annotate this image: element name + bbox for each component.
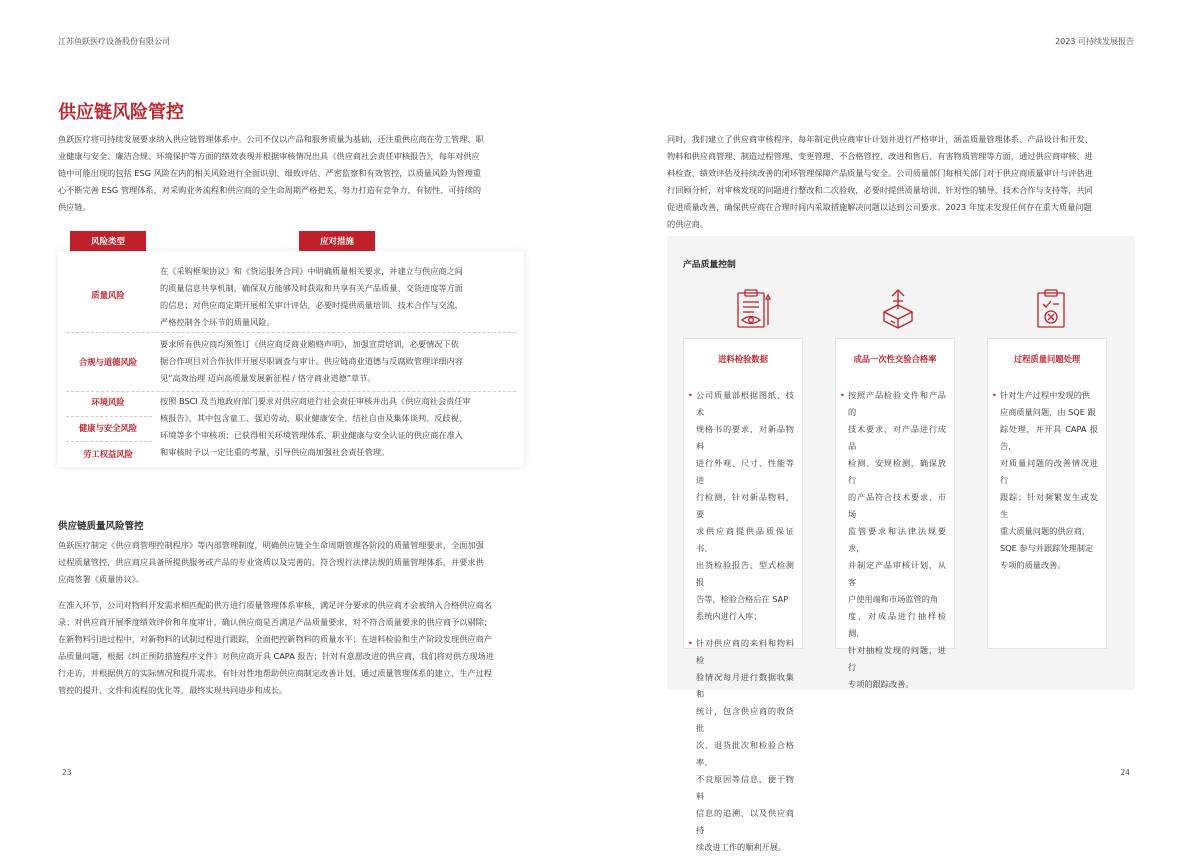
column-body [840, 387, 946, 693]
row-divider [66, 332, 516, 333]
measure-cell [160, 263, 506, 331]
right-paragraph [667, 131, 1135, 233]
text-line: 行检测，针对新品物料，要 [696, 492, 794, 519]
text-line: 信息的追溯，以及供应商持 [696, 808, 794, 835]
text-line: 料检查、绩效评估及持续改善的闭环管理保障产品质量与安全。公司质量部门每相关部门对于供应商质量审计与评估进 [667, 168, 1093, 178]
text-line: 并制定产品审核计划，从客 [848, 560, 946, 587]
text-line: 见“高效治理 迈向高质量发展新征程 / 恪守商业道德”章节。 [160, 373, 376, 383]
card-title: 产品质量控制 [683, 260, 736, 270]
box-arrow-icon [876, 287, 920, 333]
process-issue-column [987, 338, 1107, 649]
text-line: 和审核时予以一定比重的考量，引导供应商加强社会责任管理。 [160, 447, 390, 457]
page-number-right: 24 [1120, 768, 1130, 777]
inspection-column [683, 338, 803, 852]
label-divider [66, 441, 152, 442]
subsection-paragraph-2 [58, 597, 524, 699]
table-row [58, 259, 524, 331]
text-line: 管控的提升、文件和流程的优化等，最终实现共同进步和成长。 [58, 685, 288, 695]
text-line: 物料和供应商管理、制造过程管理、变更管理、不合格管控、改进和售后、有害物质管理等方面，通过供应商审核、进 [667, 151, 1093, 161]
text-line: 严格控制各个环节的质量风险。 [160, 317, 275, 327]
text-line: 促进质量改善，确保供应商在合理时间内采取措施解决问题以达到公司要求。2023 年度未发现任何存在重大质量问题 [667, 202, 1092, 212]
text-line: 在《采购框架协议》和《货运服务合同》中明确质量相关要求，并建立与供应商之间 [160, 266, 463, 276]
text-line: 的供应商。 [667, 219, 708, 229]
bullet-item [688, 387, 794, 625]
text-line: 针对供应商的来料和物料检 [696, 638, 794, 665]
clipboard-eye-icon [732, 287, 776, 333]
text-line: 针对抽检发现的问题，进行 [848, 645, 946, 672]
text-line: 告等，检验合格后在 SAP [696, 594, 789, 604]
risk-type-label: 合规与道德风险 [78, 357, 138, 367]
risk-type-header: 风险类型 [70, 231, 146, 251]
risk-type-label: 环境风险 [91, 397, 125, 407]
text-line: 对质量问题的改善情况进行 [1000, 458, 1098, 485]
text-line: 监管要求和法律法规要求， [848, 526, 946, 553]
text-line: 求供应商提供品质保证书、 [696, 526, 794, 553]
measure-cell [160, 336, 506, 387]
text-line: 行回顾分析，对审核发现的问题进行整改和二次验收，必要时提供质量培训、针对性的辅导、技术合作与支持等，共同 [667, 185, 1093, 195]
text-line: 同时，我们建立了供应商审核程序，每年制定供应商审计计划并进行严格审计，涵盖质量管理体系、产品设计和开发、 [667, 134, 1093, 144]
text-line: 不良原因等信息，便于物料 [696, 774, 794, 801]
text-line: 专项的质量改善。 [1000, 560, 1066, 570]
text-line: 进行外观、尺寸、性能等进 [696, 458, 794, 485]
text-line: 行走访，并根据供方的实际情况和提升需求，有针对性地帮助供应商制定改善计划，通过质量管理体系的建立、生产过程 [58, 668, 492, 678]
text-line: 技术要求，对产品进行成品 [848, 424, 946, 451]
text-line: 检测、安规检测，确保放行 [848, 458, 946, 485]
table-row [58, 393, 524, 463]
risk-type-cell [58, 335, 158, 389]
intro-paragraph [58, 131, 524, 216]
text-line: 鱼跃医疗将可持续发展要求纳入供应链管理体系中。公司不仅以产品和服务质量为基础，还注重供应商在劳工管理、职 [58, 134, 484, 144]
column-heading: 成品一次性交验合格率 [853, 354, 937, 364]
text-line: 在准入环节，公司对物料开发需求相匹配的供方进行质量管理体系审核，满足评分要求的供应商才会被纳入合格供应商名 [58, 600, 492, 610]
risk-type-cell [58, 259, 158, 331]
text-line: 踪处理，并开具 CAPA 报告， [1000, 424, 1098, 451]
text-line: 验情况每月进行数据收集和 [696, 672, 794, 699]
text-line: 链中可能出现的包括 ESG 风险在内的相关风险进行全面识别、细致评估、严密监察和有效管控，以质量风险为管理重 [58, 168, 482, 178]
text-line: 供应链。 [58, 202, 91, 212]
subsection-title: 供应链质量风险管控 [58, 521, 144, 532]
text-line: 品质量问题，根据《纠正预防措施程序文件》对供应商开具 CAPA 报告；针对有意愿改进的供应商，我们将对供方现场进 [58, 651, 494, 661]
risk-table [58, 251, 524, 467]
text-line: 续改进工作的顺利开展。 [696, 842, 787, 852]
risk-type-label: 质量风险 [91, 290, 125, 300]
text-line: 心不断完善 ESG 管理体系，对采购业务流程和供应商的全生命周期严格把关，努力打造有竞争力、有韧性、可持续的 [58, 185, 482, 195]
risk-type-label: 健康与安全风险 [78, 423, 138, 433]
text-line: 的信息；对供应商定期开展相关审计评估，必要时提供质量培训、技术合作与交流， [160, 300, 463, 310]
text-line: 次、退货批次和检验合格率、 [696, 740, 794, 767]
column-heading: 过程质量问题处理 [1013, 354, 1081, 364]
bullet-item [688, 635, 794, 856]
text-line: 规格书的要求，对新品物料 [696, 424, 794, 451]
column-body [992, 387, 1098, 574]
text-line: 业健康与安全、廉洁合规、环境保护等方面的绩效表现并根据审核情况出具《供应商社会责任审核报告》，每年对供应 [58, 151, 480, 161]
bullet-item [840, 387, 946, 693]
report-title: 2023 可持续发展报告 [1055, 37, 1134, 46]
text-line: 跟踪；针对频繁发生或发生 [1000, 492, 1098, 519]
text-line: 专项的跟踪改善。 [848, 679, 914, 689]
pass-rate-column [835, 338, 955, 689]
text-line: 应商签署《质量协议》。 [58, 574, 144, 584]
text-line: 重大质量问题的供应商， [1000, 526, 1091, 536]
text-line: 出货检验报告、型式检测报 [696, 560, 794, 587]
text-line: 的产品符合技术要求、市场 [848, 492, 946, 519]
text-line: 录；对供应商开展季度绩效评价和年度审计，确认供应商是否满足产品质量要求，对不符合质量要求的供应商予以剔除； [58, 617, 492, 627]
text-line: 按照产品检验文件和产品的 [848, 390, 946, 417]
bullet-dot: • [992, 390, 997, 400]
text-line: 公司质量部根据图纸、技术 [696, 390, 794, 417]
text-line: 核报告》，其中包含童工、强迫劳动、职业健康安全、结社自由及集体谈判、反歧视、 [160, 413, 468, 423]
text-line: 应商质量问题，由 SQE 跟 [1000, 407, 1096, 417]
page-title: 供应链风险管控 [58, 102, 184, 123]
text-line: 针对生产过程中发现的供 [1000, 390, 1091, 400]
subsection-paragraph-1 [58, 537, 524, 588]
measure-header: 应对措施 [299, 231, 375, 251]
bullet-dot: • [688, 638, 693, 648]
text-line: 系统内进行入库； [696, 611, 762, 621]
text-line: 按照 BSCI 及当地政府部门要求对供应商进行社会责任审核并出具《供应商社会责任审 [160, 396, 471, 406]
bullet-dot: • [840, 390, 845, 400]
risk-type-label: 劳工权益风险 [83, 449, 133, 459]
risk-type-cell [58, 393, 158, 463]
text-line: 的质量信息共享机制，确保双方能够及时获取和共享有关产品质量、交货进度等方面 [160, 283, 463, 293]
text-line: 在新物料引进过程中，对新物料的试制过程进行跟踪，全面把控新物料的质量水平；在进料检验和生产阶段发现供应商产 [58, 634, 492, 644]
text-line: 环境等多个审核项；已获得相关环境管理体系、职业健康与安全认证的供应商在准入 [160, 430, 463, 440]
text-line: 要求所有供应商均须签订《供应商反商业贿赂声明》，加强宣贯培训，必要情况下依 [160, 339, 459, 349]
text-line: 过程质量管控，供应商应具备所提供服务或产品的专业资质以及完善的、符合现行法律法规的质量管理体系，并要求供 [58, 557, 484, 567]
label-divider [66, 416, 152, 417]
table-row [58, 335, 524, 389]
bullet-dot: • [688, 390, 693, 400]
text-line: 度，对成品进行抽样检测， [848, 611, 946, 638]
clipboard-check-icon [1030, 287, 1074, 333]
bullet-item [992, 387, 1098, 574]
text-line: 统计，包含供应商的收货批 [696, 706, 794, 733]
page-number-left: 23 [62, 768, 72, 777]
text-line: 鱼跃医疗制定《供应商管理控制程序》等内部管理制度，明确供应链全生命周期管理各阶段的质量管理要求，全面加强 [58, 540, 484, 550]
text-line: 据合作项目对合作伙伴开展尽职调查与审计。供应链商业道德与反腐败管理详细内容 [160, 356, 463, 366]
column-heading: 进料检验数据 [718, 354, 768, 364]
measure-cell [160, 393, 506, 461]
row-divider [66, 391, 516, 392]
text-line: SQE 参与并跟踪处理制定 [1000, 543, 1094, 553]
text-line: 户使用端和市场监管的角 [848, 594, 939, 604]
column-body [688, 387, 794, 856]
company-name: 江苏鱼跃医疗设备股份有限公司 [58, 37, 170, 46]
